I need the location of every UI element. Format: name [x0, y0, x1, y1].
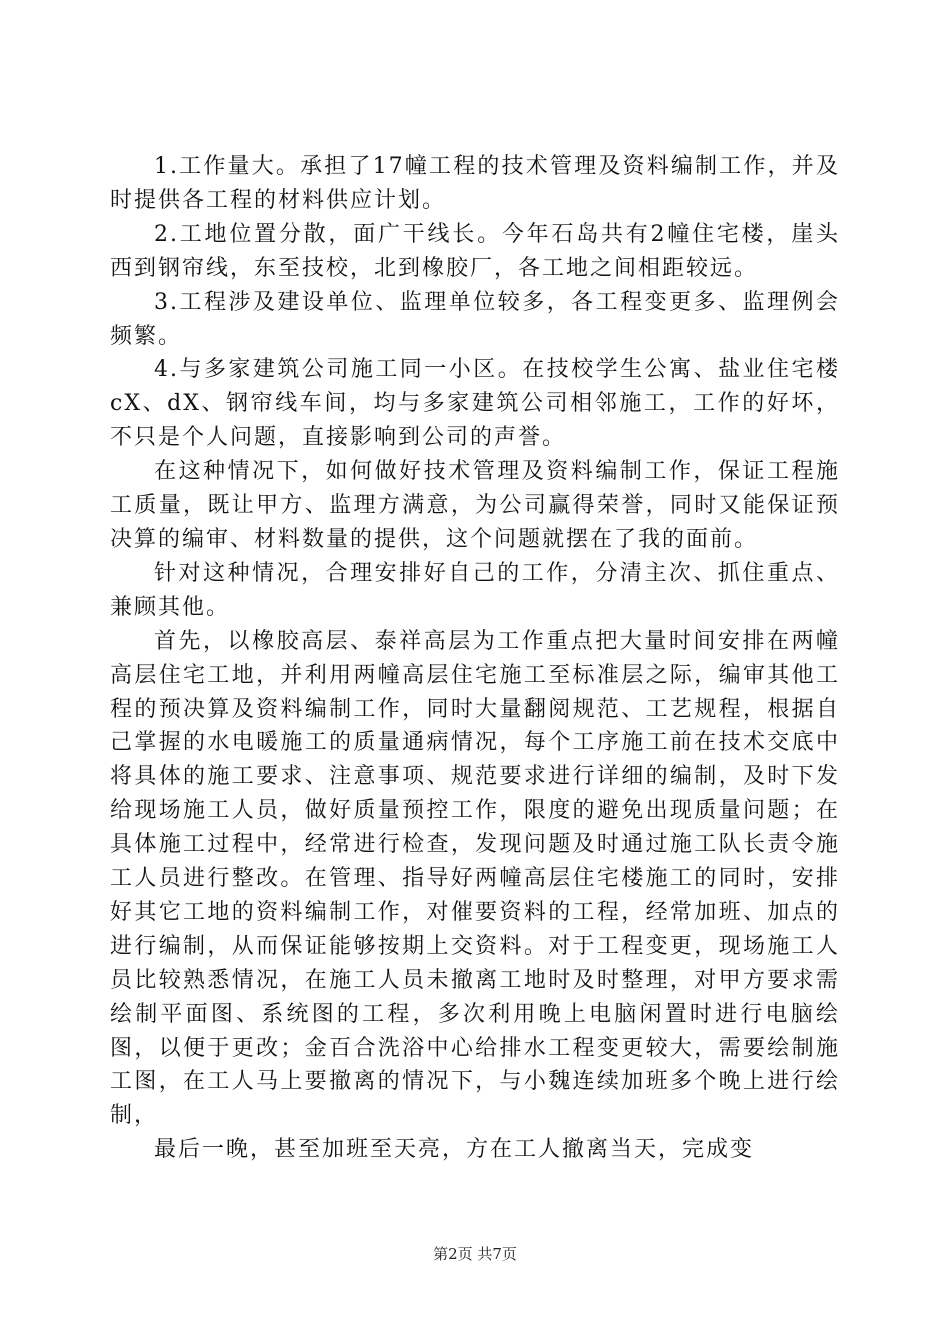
- paragraph-first: 首先，以橡胶高层、泰祥高层为工作重点把大量时间安排在两幢高层住宅工地，并利用两幢高层住宅施工至标准层之际，编审其他工程的预决算及资料编制工作，同时大量翻阅规范、工艺规程，根据自己掌握的水电暖施工的质量通病情况，每个工序施工前在技术交底中将具体的施工要求、注意事项、规范要求进行详细的编制，及时下发给现场施工人员，做好质量预控工作，限度的避免出现质量问题；在具体施工过程中，经常进行检查，发现问题及时通过施工队长责令施工人员进行整改。在管理、指导好两幢高层住宅楼施工的同时，安排好其它工地的资料编制工作，对催要资料的工程，经常加班、加点的进行编制，从而保证能够按期上交资料。对于工程变更，现场施工人员比较熟悉情况，在施工人员未撤离工地时及时整理，对甲方要求需绘制平面图、系统图的工程，多次利用晚上电脑闲置时进行电脑绘图，以便于更改；金百合洗浴中心给排水工程变更较大，需要绘制施工图，在工人马上要撤离的情况下，与小魏连续加班多个晚上进行绘制，: [110, 628, 840, 1129]
- paragraph-item-1: 1.工作量大。承担了17幢工程的技术管理及资料编制工作，并及时提供各工程的材料供应计划。: [110, 154, 840, 213]
- document-body: [110, 150, 840, 1167]
- paragraph-approach: 针对这种情况，合理安排好自己的工作，分清主次、抓住重点、兼顾其他。: [110, 560, 840, 620]
- paragraph-item-4: 4.与多家建筑公司施工同一小区。在技校学生公寓、盐业住宅楼cX、dX、钢帘线车间，均与多家建筑公司相邻施工，工作的好坏，不只是个人问题，直接影响到公司的声誉。: [110, 357, 840, 451]
- paragraph-item-3: 3.工程涉及建设单位、监理单位较多，各工程变更多、监理例会频繁。: [110, 289, 840, 349]
- paragraph-item-2: 2.工地位置分散，面广干线长。今年石岛共有2幢住宅楼，崖头西到钢帘线，东至技校，北到橡胶厂，各工地之间相距较远。: [110, 221, 840, 281]
- page-number-footer: 第2页 共7页: [433, 1245, 517, 1263]
- paragraph-situation: 在这种情况下，如何做好技术管理及资料编制工作，保证工程施工质量，既让甲方、监理方满意，为公司赢得荣誉，同时又能保证预决算的编审、材料数量的提供，这个问题就摆在了我的面前。: [110, 459, 840, 552]
- paragraph-last: 最后一晚，甚至加班至天亮，方在工人撤离当天，完成变: [154, 1137, 755, 1163]
